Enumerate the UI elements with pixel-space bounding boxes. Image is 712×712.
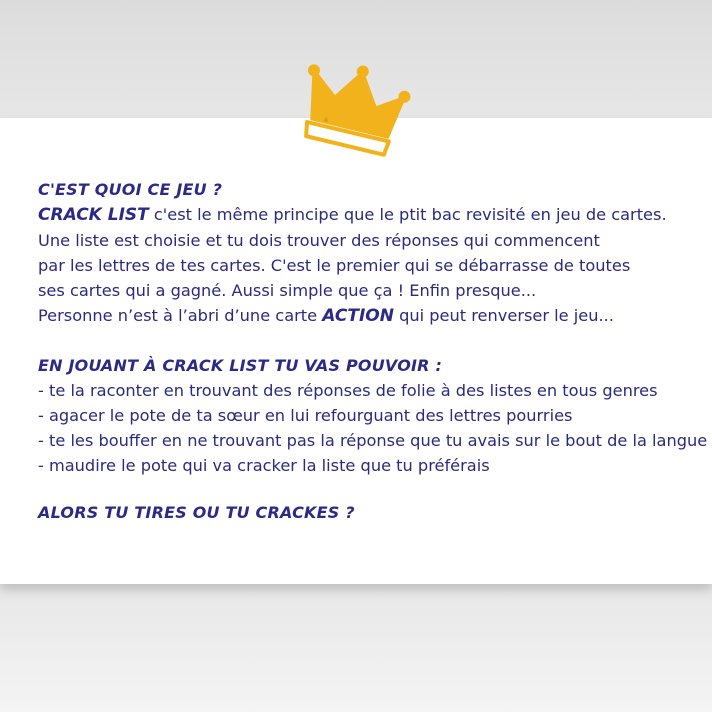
spacer xyxy=(38,478,698,500)
list-item: - agacer le pote de ta sœur en lui refourguant des lettres pourries xyxy=(38,406,573,425)
intro-line-2: Une liste est choisie et tu dois trouver des réponses qui commencent xyxy=(38,231,600,250)
list-item: - te les bouffer en ne trouvant pas la réponse que tu avais sur le bout de la langue xyxy=(38,431,708,450)
intro-line-5-before: Personne n’est à l’abri d’une carte xyxy=(38,306,323,325)
spacer xyxy=(38,329,698,353)
section-heading-you-can: EN JOUANT À CRACK LIST TU VAS POUVOIR : xyxy=(38,356,443,375)
action-label: ACTION xyxy=(322,306,394,326)
intro-line-1 xyxy=(38,202,698,228)
description-text xyxy=(38,177,708,525)
list-item: - maudire le pote qui va cracker la liste que tu préférais xyxy=(38,456,490,475)
intro-line-5-after: qui peut renverser le jeu... xyxy=(393,306,614,325)
intro-line-5 xyxy=(38,303,698,329)
list-item: - te la raconter en trouvant des réponses de folie à des listes en tous genres xyxy=(38,381,658,400)
crown-icon xyxy=(296,58,416,158)
brand-name: CRACK LIST xyxy=(38,205,149,225)
intro-line-1-text: c'est le même principe que le ptit bac revisité en jeu de cartes. xyxy=(148,205,667,224)
intro-line-4: ses cartes qui a gagné. Aussi simple que ça ! Enfin presque... xyxy=(38,281,537,300)
section-heading-what-is-game: C'EST QUOI CE JEU ? xyxy=(38,180,223,199)
intro-line-3: par les lettres de tes cartes. C'est le premier qui se débarrasse de toutes xyxy=(38,256,631,275)
section-heading-closing: ALORS TU TIRES OU TU CRACKES ? xyxy=(38,503,355,522)
